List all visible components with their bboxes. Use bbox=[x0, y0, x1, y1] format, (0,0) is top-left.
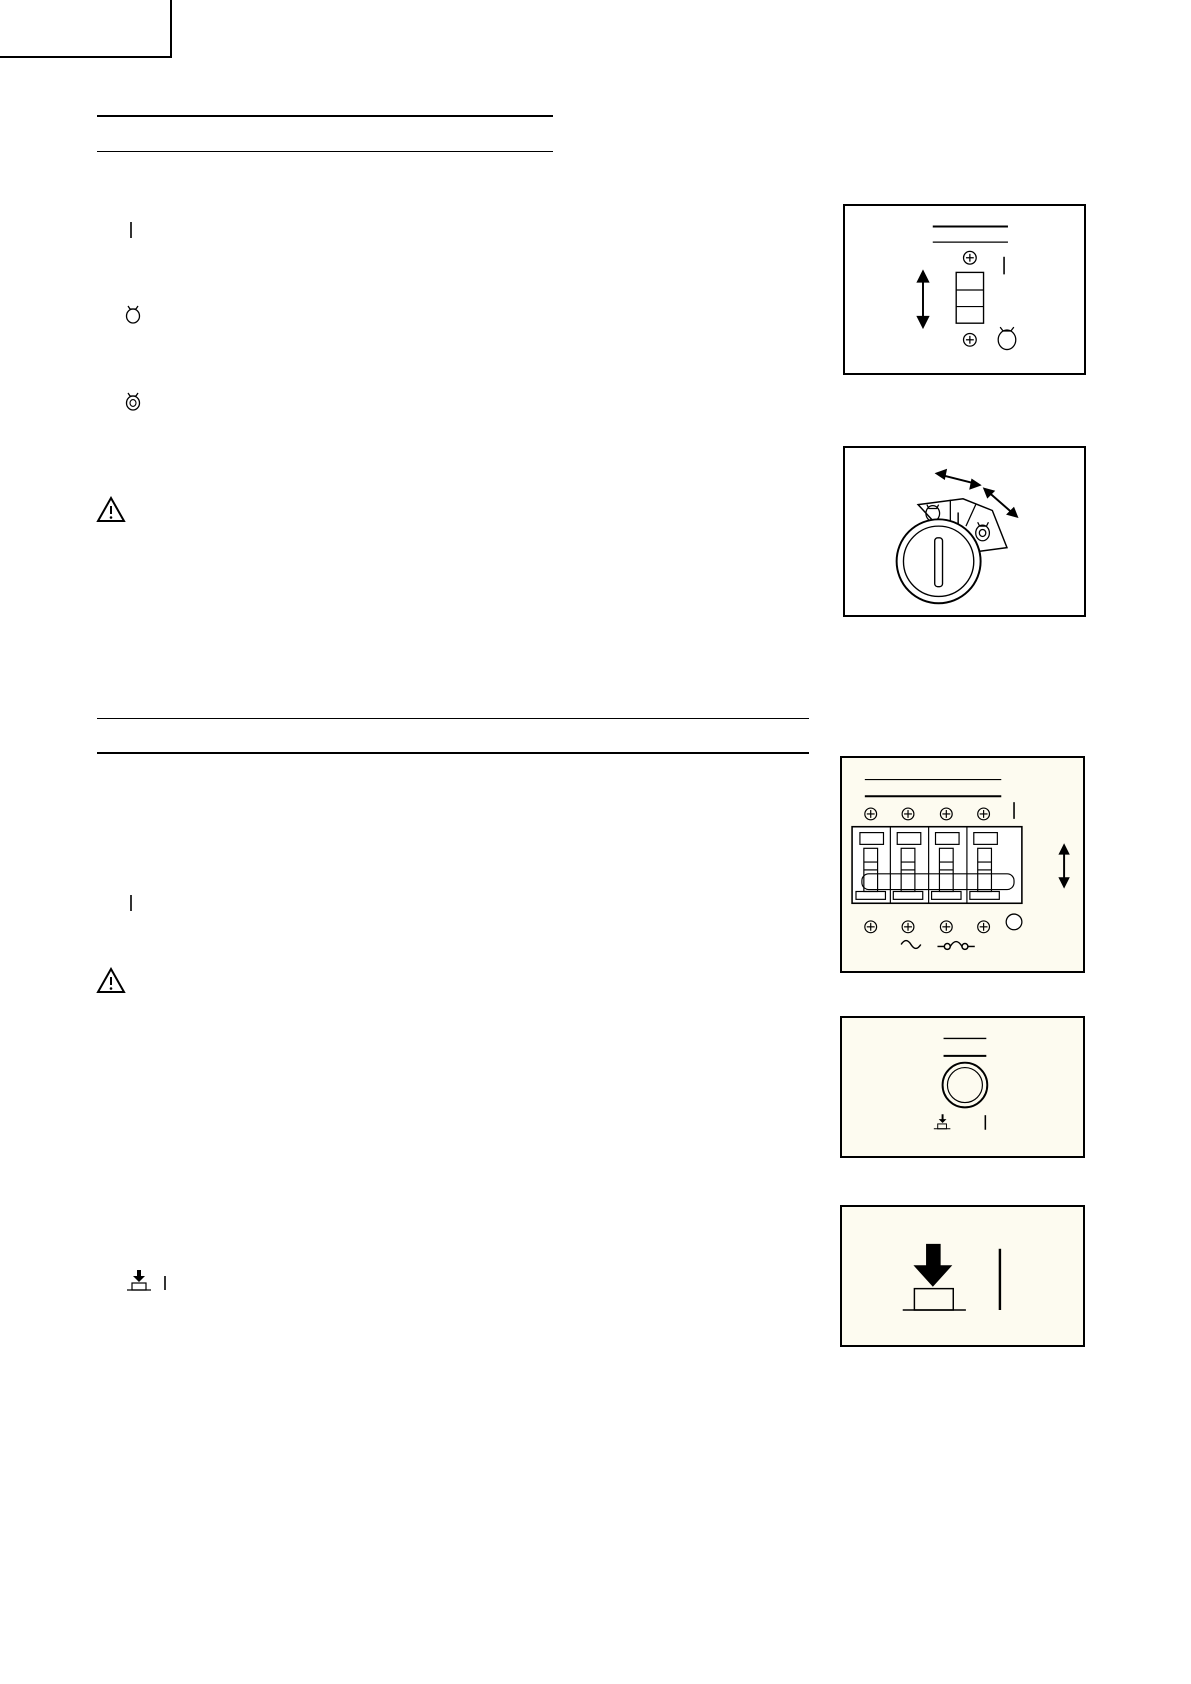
screw-row-bottom bbox=[865, 921, 990, 933]
figure-reset-button bbox=[840, 1016, 1085, 1158]
reset-push-icon bbox=[934, 1114, 951, 1129]
figure-circuit-breakers bbox=[840, 756, 1085, 973]
figure-engine-switch bbox=[843, 204, 1086, 375]
section-2-rule-bottom bbox=[97, 752, 809, 754]
section-2-rule-top bbox=[97, 718, 809, 719]
choke-closed-icon bbox=[123, 303, 143, 330]
figure-rotary-switch bbox=[843, 446, 1086, 617]
choke-closed-icon bbox=[998, 327, 1016, 349]
warning-triangle-icon bbox=[96, 967, 126, 1000]
figure-reset-detail bbox=[840, 1205, 1085, 1347]
on-mark-icon bbox=[126, 220, 136, 245]
section-1-rule-bottom bbox=[97, 151, 553, 152]
section-1-rule-top bbox=[97, 115, 553, 117]
warning-triangle-icon bbox=[96, 496, 126, 529]
fuse-symbol-icon bbox=[937, 942, 974, 950]
ac-symbol-icon bbox=[901, 941, 921, 949]
on-mark-icon bbox=[126, 893, 136, 918]
screw-icon bbox=[964, 333, 977, 346]
double-arrow-icon bbox=[1059, 844, 1069, 887]
screw-row-top bbox=[865, 808, 990, 820]
page-corner-tab bbox=[0, 0, 172, 58]
double-arrow-icon bbox=[917, 270, 929, 328]
reset-push-icon bbox=[125, 1268, 175, 1301]
choke-open-icon bbox=[123, 390, 143, 417]
screw-icon bbox=[964, 251, 977, 264]
